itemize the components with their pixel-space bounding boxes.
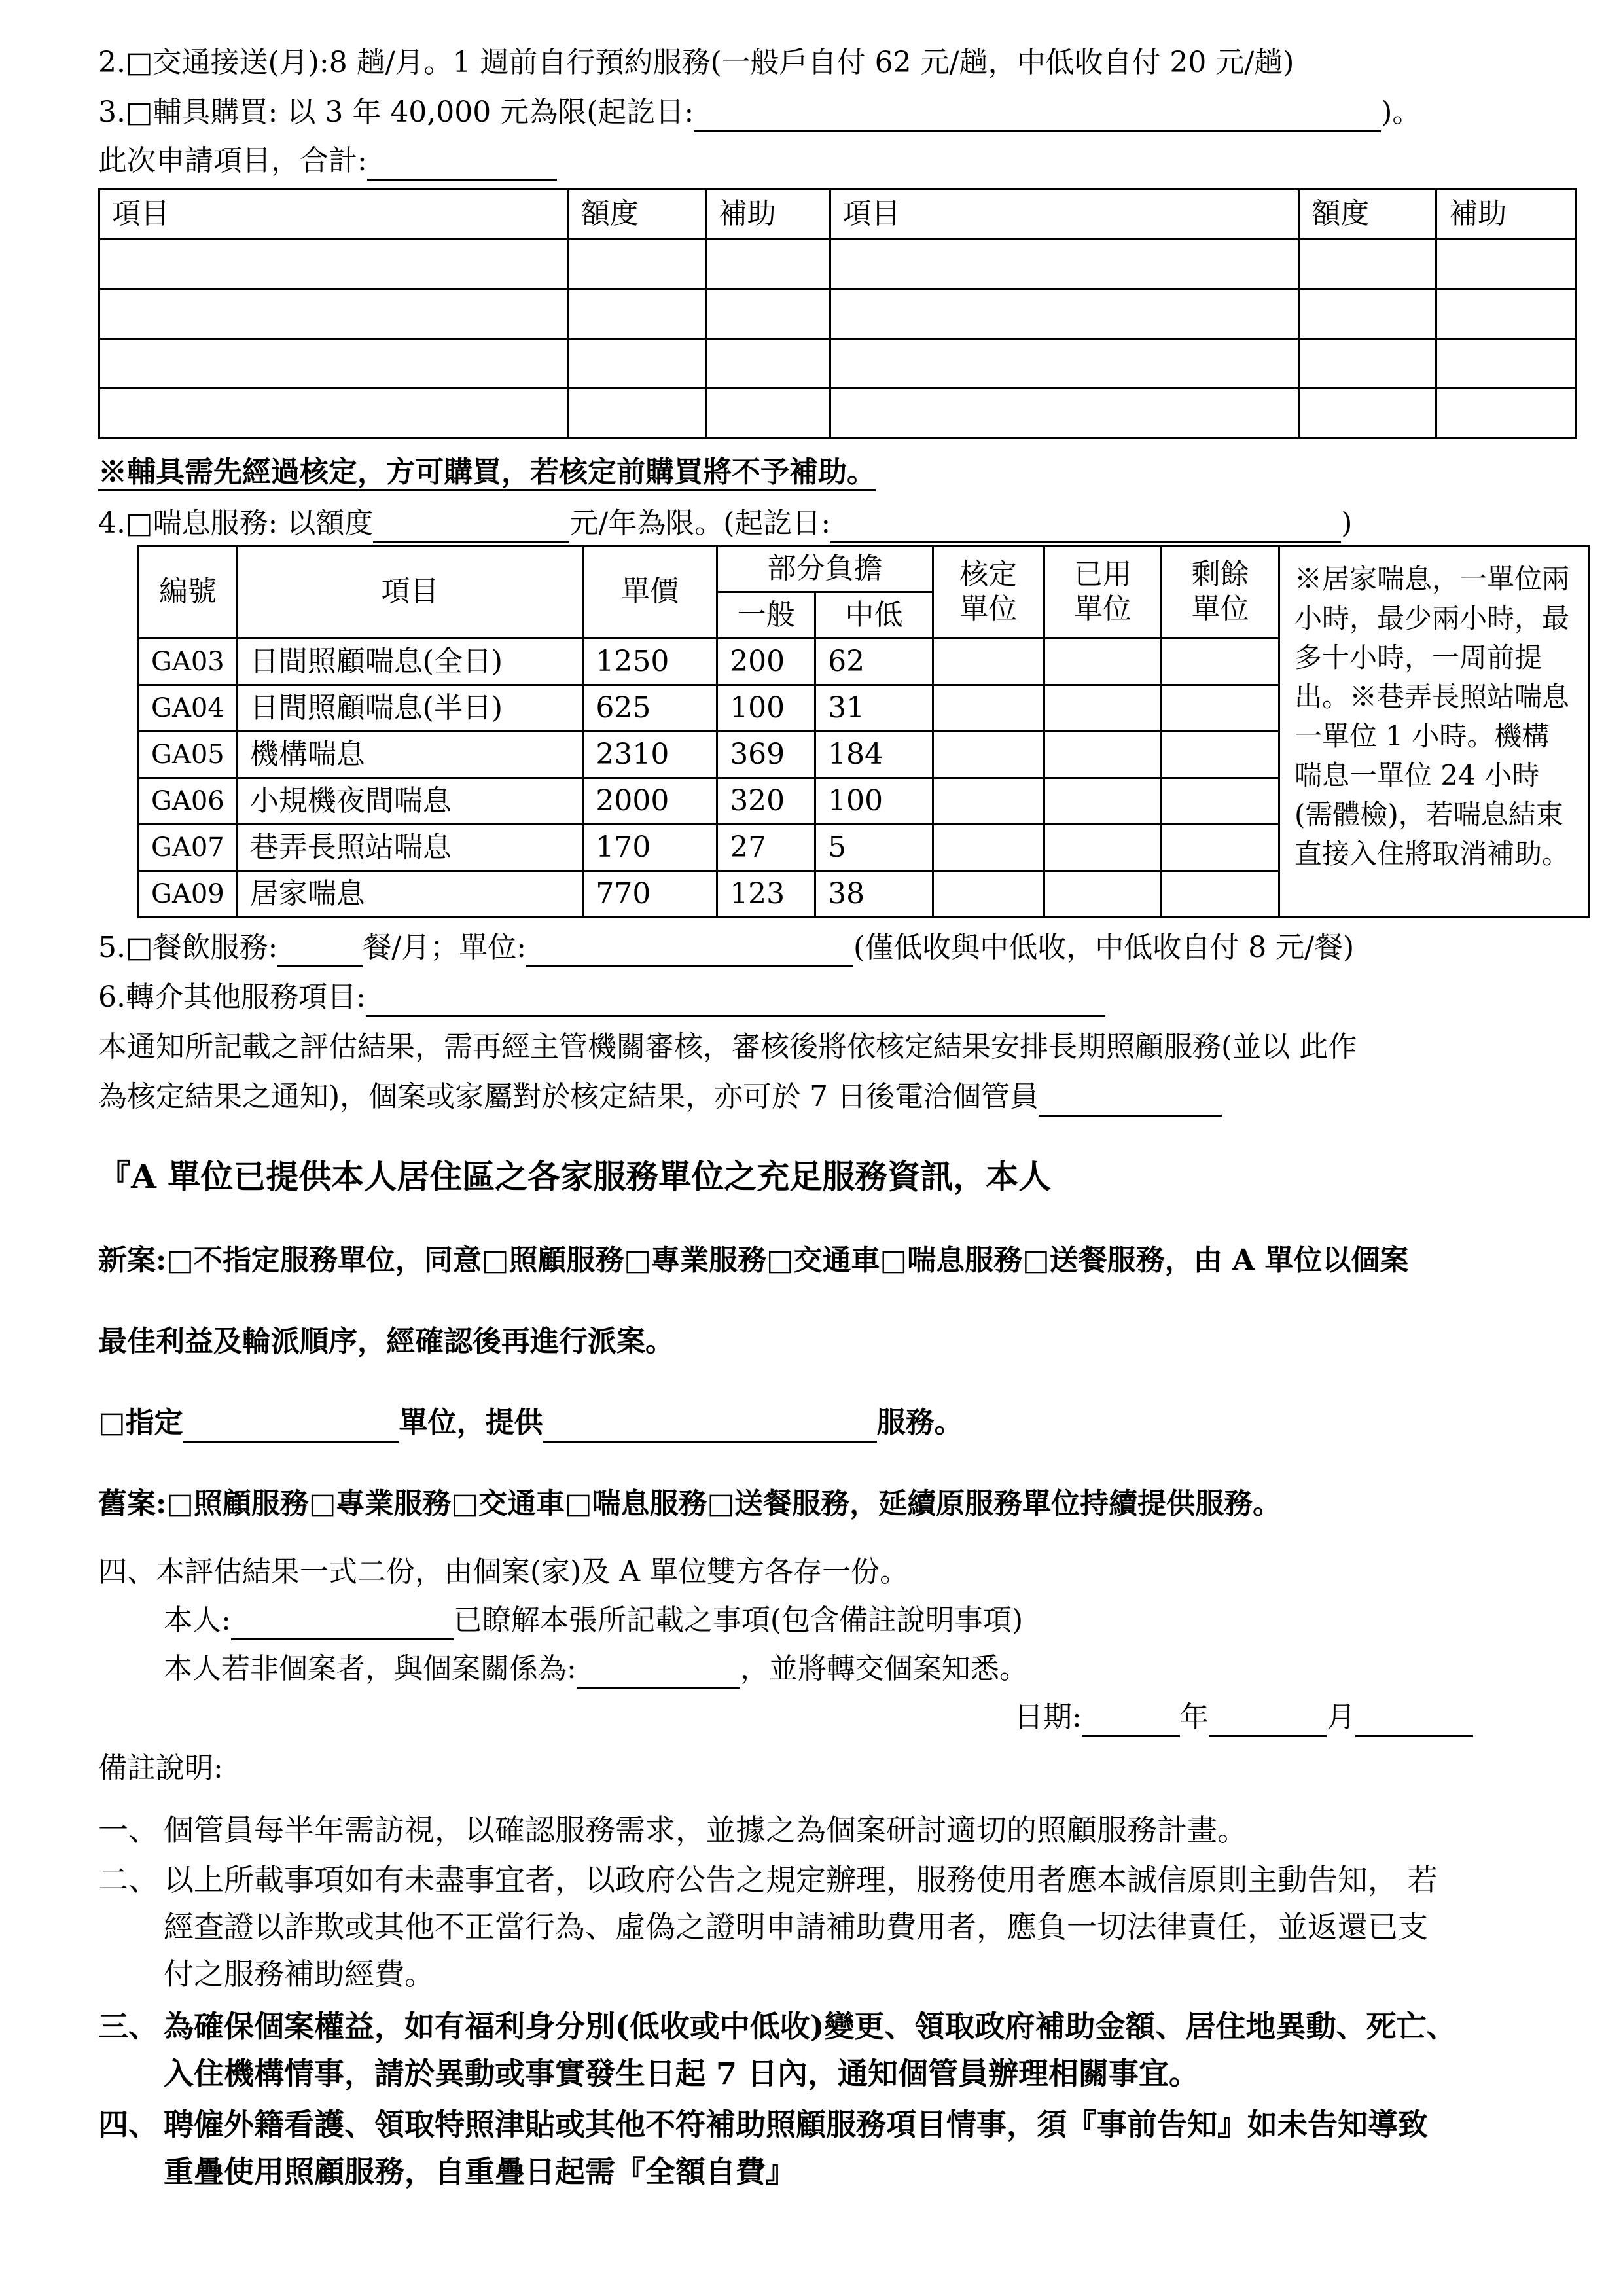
respite-period-field[interactable] bbox=[830, 510, 1341, 543]
relation-field[interactable] bbox=[577, 1655, 740, 1689]
transport-service-line: 2.□交通接送(月):8 趟/月。1 週前自行預約服務(一般戶自付 62 元/趟，中低收自付 20 元/趟) bbox=[98, 46, 1294, 79]
respite-col-approved: 核定 單位 bbox=[933, 546, 1044, 639]
respite-col-midlow: 中低 bbox=[815, 592, 933, 639]
meal-service-line: 5.□餐飲服務: 餐/月；單位: (僅低收與中低收，中低收自付 8 元/餐) bbox=[98, 928, 1354, 967]
respite-col-used: 已用 單位 bbox=[1044, 546, 1162, 639]
remark-3: 三、 為確保個案權益，如有福利身分別(低收或中低收)變更、領取政府補助金額、居住地異動、死亡、 入住機構情事，請於異動或事實發生日起 7 日內，通知個管員辦理相關事宜。 bbox=[98, 2009, 1457, 2091]
table-row bbox=[99, 289, 1577, 339]
old-case-line: 舊案:□照顧服務□專業服務□交通車□喘息服務□送餐服務，延續原服務單位持續提供服務。 bbox=[98, 1487, 1282, 1520]
table-row bbox=[99, 339, 1577, 389]
unit-info-heading: 『A 單位已提供本人居住區之各家服務單位之充足服務資訊，本人 bbox=[98, 1157, 1052, 1196]
table-row: GA04 日間照顧喘息(半日) 625 100 31 bbox=[139, 685, 1590, 732]
respite-header-row-1 bbox=[139, 546, 1590, 592]
aids-col-amount-2: 額度 bbox=[1299, 190, 1436, 240]
respite-col-item: 項目 bbox=[237, 546, 583, 639]
designate-unit-line: □指定 單位，提供 服務。 bbox=[98, 1403, 963, 1443]
table-row: GA03 日間照顧喘息(全日) 1250 200 62 bbox=[139, 639, 1590, 685]
table-row: GA09 居家喘息 770 123 38 bbox=[139, 871, 1590, 918]
aids-purchase-line: 3.□輔具購買: 以 3 年 40,000 元為限(起訖日: )。 bbox=[98, 93, 1421, 132]
remark-4: 四、 聘僱外籍看護、領取特照津貼或其他不符補助照顧服務項目情事，須『事前告知』如未告知導致 重疊使用照顧服務，自重疊日起需『全額自費』 bbox=[98, 2107, 1428, 2189]
remark-2: 二、 以上所載事項如有未盡事宜者，以政府公告之規定辦理，服務使用者應本誠信原則主動告知， 若 經查證以詐欺或其他不正當行為、虛偽之證明申請補助費用者，應負一切法律責任，並返還已支 付之服務補助經費。 bbox=[98, 1862, 1438, 1992]
review-notice-line-2: 為核定結果之通知)，個案或家屬對於核定結果，亦可於 7 日後電洽個管員 bbox=[98, 1077, 1222, 1117]
self-signature-field[interactable] bbox=[231, 1607, 454, 1640]
aids-table-header bbox=[99, 190, 1577, 240]
self-confirm-line: 本人: 已瞭解本張所記載之事項(包含備註說明事項) bbox=[164, 1601, 1023, 1640]
designate-service-field[interactable] bbox=[543, 1409, 877, 1443]
review-notice-line-1: 本通知所記載之評估結果，需再經主管機關審核，審核後將依核定結果安排長期照顧服務(並以 此作 bbox=[98, 1030, 1357, 1064]
respite-note: ※居家喘息，一單位兩小時，最少兩小時，最多十小時，一周前提出。※巷弄長照站喘息一單位 1 小時。機構喘息一單位 24 小時(需體檢)，若喘息結束直接入住將取消補助。 bbox=[1279, 546, 1590, 918]
apply-total-line: 此次申請項目，合計: bbox=[98, 141, 557, 181]
date-year-field[interactable] bbox=[1082, 1704, 1180, 1737]
referral-line: 6.轉介其他服務項目: bbox=[98, 978, 1105, 1017]
respite-service-line: 4.□喘息服務: 以額度 元/年為限。(起訖日: ) bbox=[98, 504, 1352, 543]
relation-line: 本人若非個案者，與個案關係為: ，並將轉交個案知悉。 bbox=[164, 1649, 1028, 1689]
table-row: GA07 巷弄長照站喘息 170 27 5 bbox=[139, 825, 1590, 871]
date-month-field[interactable] bbox=[1209, 1704, 1327, 1737]
remark-1: 一、 個管員每半年需訪視，以確認服務需求，並據之為個案研討適切的照顧服務計畫。 bbox=[98, 1812, 1247, 1848]
apply-total-field[interactable] bbox=[367, 147, 557, 181]
aids-warning: ※輔具需先經過核定，方可購買，若核定前購買將不予補助。 bbox=[98, 453, 876, 492]
table-row bbox=[99, 389, 1577, 439]
respite-table bbox=[137, 545, 1590, 918]
respite-col-partial: 部分負擔 bbox=[717, 546, 933, 592]
new-case-line-1: 新案:□不指定服務單位，同意□照顧服務□專業服務□交通車□喘息服務□送餐服務，由 A 單位以個案 bbox=[98, 1244, 1409, 1277]
table-row: GA05 機構喘息 2310 369 184 bbox=[139, 732, 1590, 778]
meals-unit-field[interactable] bbox=[526, 934, 853, 967]
respite-col-remain: 剩餘 單位 bbox=[1162, 546, 1279, 639]
aids-period-field[interactable] bbox=[694, 99, 1381, 132]
section4-title: 四、本評估結果一式二份，由個案(家)及 A 單位雙方各存一份。 bbox=[98, 1555, 909, 1588]
aids-col-subsidy: 補助 bbox=[705, 190, 830, 240]
aids-col-amount: 額度 bbox=[568, 190, 705, 240]
table-row bbox=[99, 240, 1577, 289]
date-line: 日期: 年 月 bbox=[1014, 1698, 1473, 1737]
referral-field[interactable] bbox=[366, 984, 1105, 1017]
case-manager-field[interactable] bbox=[1039, 1083, 1222, 1117]
meals-count-field[interactable] bbox=[277, 934, 363, 967]
new-case-line-2: 最佳利益及輪派順序，經確認後再進行派案。 bbox=[98, 1325, 674, 1358]
designate-unit-field[interactable] bbox=[183, 1409, 399, 1443]
aids-col-subsidy-2: 補助 bbox=[1436, 190, 1577, 240]
respite-col-price: 單價 bbox=[583, 546, 717, 639]
aids-table bbox=[98, 188, 1577, 439]
date-day-field[interactable] bbox=[1355, 1704, 1473, 1737]
table-row: GA06 小規機夜間喘息 2000 320 100 bbox=[139, 778, 1590, 825]
respite-col-general: 一般 bbox=[717, 592, 815, 639]
respite-col-code: 編號 bbox=[139, 546, 238, 639]
aids-col-item: 項目 bbox=[99, 190, 569, 240]
respite-amount-field[interactable] bbox=[373, 510, 569, 543]
aids-col-item-2: 項目 bbox=[830, 190, 1299, 240]
remarks-title: 備註說明: bbox=[98, 1751, 223, 1785]
